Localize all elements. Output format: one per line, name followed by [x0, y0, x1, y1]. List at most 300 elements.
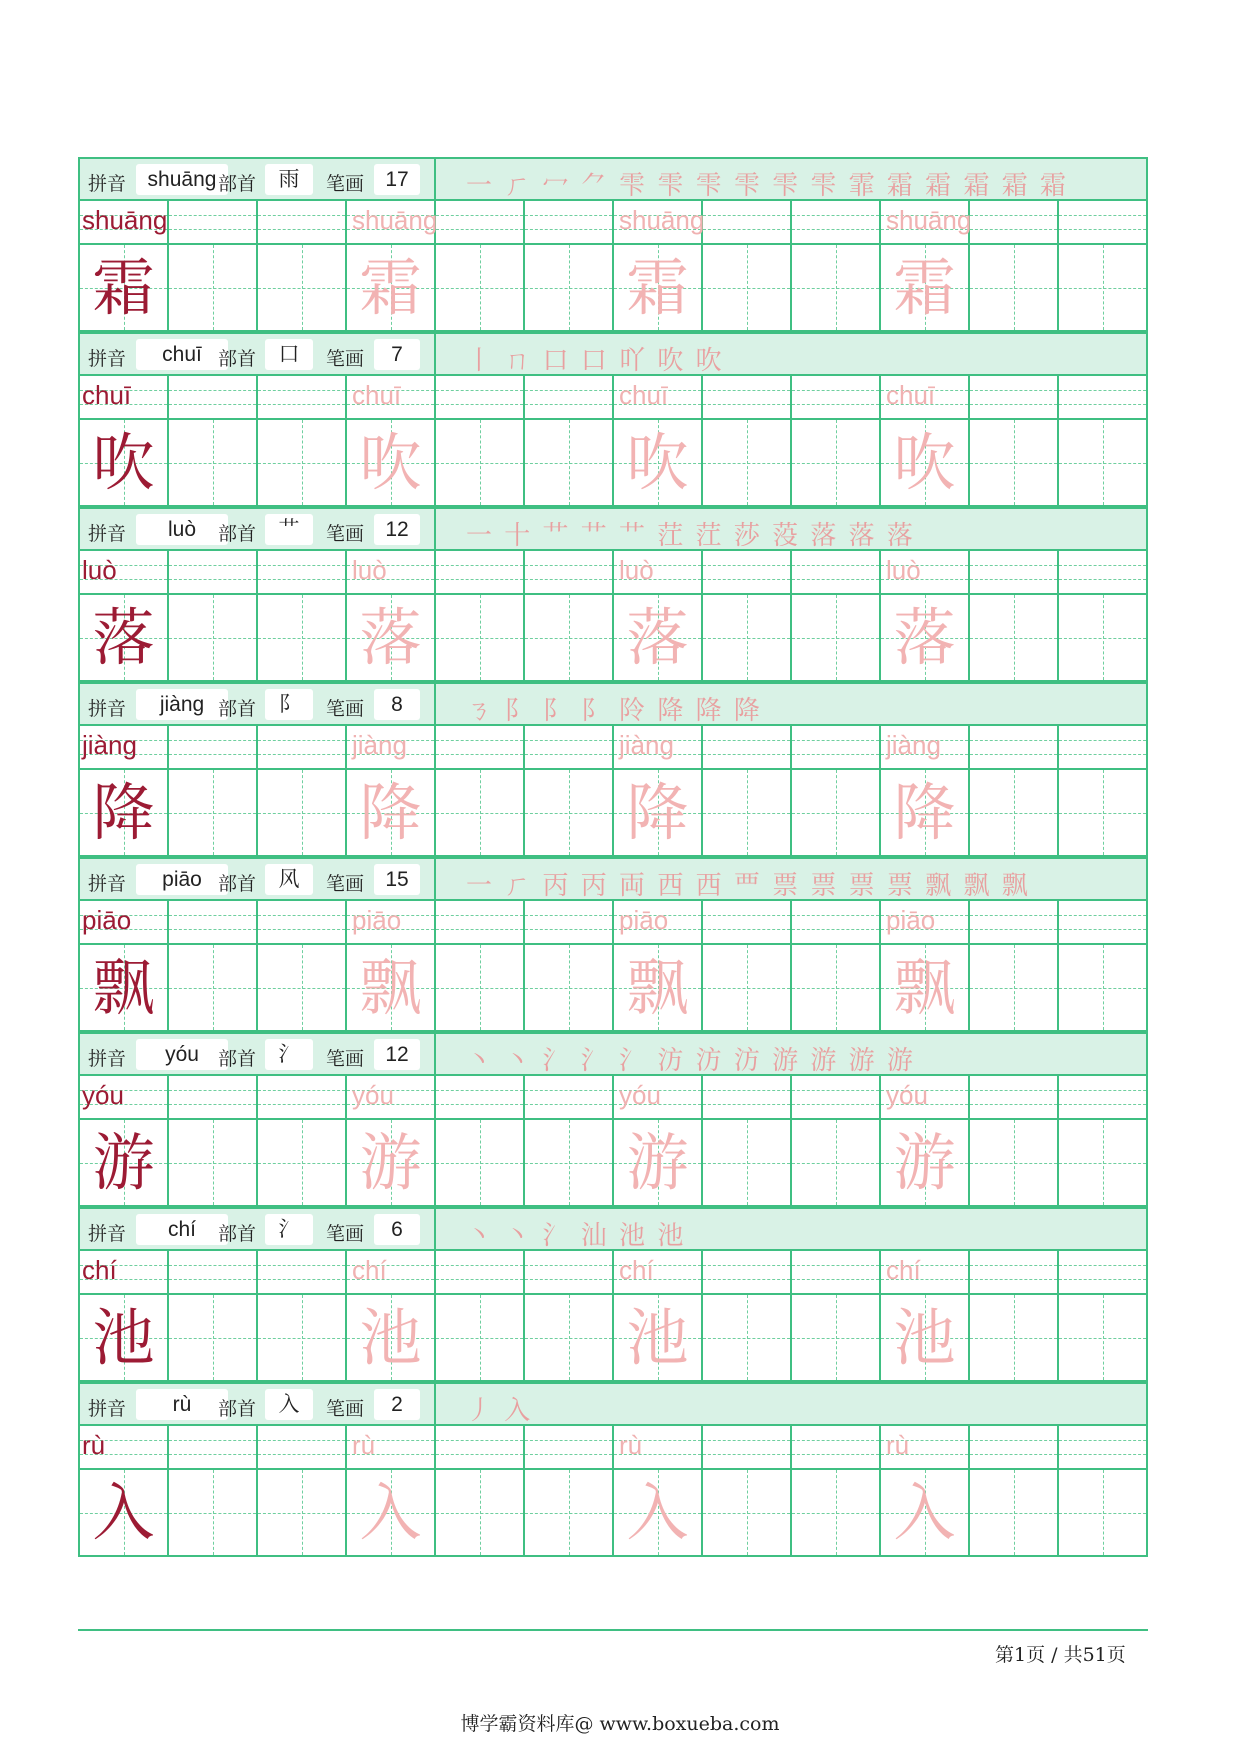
- pinyin-cell[interactable]: [970, 726, 1059, 770]
- radical-value: 艹: [265, 514, 313, 545]
- tianzige-cell[interactable]: [881, 945, 970, 1032]
- pinyin-cell[interactable]: [792, 1251, 881, 1295]
- pinyin-cell[interactable]: [80, 901, 169, 945]
- pinyin-trace: chí: [886, 1255, 921, 1285]
- tianzige-cell[interactable]: [525, 1295, 614, 1382]
- tianzige-cell[interactable]: [347, 1295, 436, 1382]
- tianzige-cell[interactable]: [80, 1470, 169, 1557]
- tianzige-cell[interactable]: [169, 945, 258, 1032]
- pinyin-practice-row: [78, 376, 1148, 420]
- character-trace: 霜: [893, 251, 956, 324]
- info-meta: [80, 684, 436, 724]
- tianzige-cell[interactable]: [80, 245, 169, 332]
- character-trace: 飘: [626, 951, 689, 1024]
- pinyin-trace: jiàng: [886, 730, 941, 760]
- pinyin-cell[interactable]: [80, 376, 169, 420]
- pinyin-practice-row: [78, 551, 1148, 595]
- pinyin-cell[interactable]: [436, 1426, 525, 1470]
- tianzige-cell[interactable]: [792, 770, 881, 857]
- tianzige-cell[interactable]: [614, 245, 703, 332]
- character-model: 霜: [92, 251, 155, 324]
- tianzige-cell[interactable]: [792, 1295, 881, 1382]
- pinyin-cell[interactable]: [258, 1251, 347, 1295]
- info-meta: [80, 1034, 436, 1074]
- radical-value: 雨: [265, 164, 313, 195]
- character-trace: 吹: [626, 426, 689, 499]
- tianzige-cell[interactable]: [970, 595, 1059, 682]
- tianzige-cell[interactable]: [1059, 770, 1148, 857]
- character-model: 池: [92, 1301, 155, 1374]
- stroke-order-area: [436, 859, 1146, 899]
- tianzige-cell[interactable]: [347, 945, 436, 1032]
- pinyin-cell[interactable]: [703, 376, 792, 420]
- character-practice-row: [78, 1120, 1148, 1207]
- tianzige-cell[interactable]: [792, 245, 881, 332]
- tianzige-cell[interactable]: [169, 770, 258, 857]
- character-trace: 降: [626, 776, 689, 849]
- tianzige-cell[interactable]: [614, 945, 703, 1032]
- pinyin-cell[interactable]: [614, 1076, 703, 1120]
- pinyin-model: chí: [82, 1255, 117, 1285]
- pinyin-cell[interactable]: [525, 376, 614, 420]
- radical-label: 部首: [218, 1223, 257, 1245]
- pinyin-model: shuāng: [82, 205, 168, 235]
- tianzige-cell[interactable]: [436, 1295, 525, 1382]
- tianzige-cell[interactable]: [970, 770, 1059, 857]
- tianzige-cell[interactable]: [525, 420, 614, 507]
- character-model: 游: [92, 1126, 155, 1199]
- pinyin-cell[interactable]: [525, 201, 614, 245]
- pinyin-trace: luò: [886, 555, 921, 585]
- tianzige-cell[interactable]: [703, 245, 792, 332]
- pinyin-cell[interactable]: [436, 376, 525, 420]
- pinyin-trace: shuāng: [886, 205, 972, 235]
- tianzige-cell[interactable]: [1059, 1120, 1148, 1207]
- pinyin-cell[interactable]: [169, 551, 258, 595]
- info-row: [78, 1207, 1148, 1251]
- tianzige-cell[interactable]: [792, 595, 881, 682]
- info-meta: [80, 159, 436, 199]
- pinyin-cell[interactable]: [169, 726, 258, 770]
- pinyin-cell[interactable]: [80, 1076, 169, 1120]
- pinyin-cell[interactable]: [258, 901, 347, 945]
- tianzige-cell[interactable]: [1059, 245, 1148, 332]
- pinyin-model: piāo: [82, 905, 132, 935]
- radical-label: 部首: [218, 1398, 257, 1420]
- site-watermark: 博学霸资料库@ www.boxueba.com: [460, 1713, 780, 1735]
- tianzige-cell[interactable]: [881, 245, 970, 332]
- tianzige-cell[interactable]: [80, 1295, 169, 1382]
- pinyin-cell[interactable]: [525, 1076, 614, 1120]
- pinyin-cell[interactable]: [525, 1251, 614, 1295]
- tianzige-cell[interactable]: [614, 1470, 703, 1557]
- tianzige-cell[interactable]: [970, 1295, 1059, 1382]
- character-practice-row: [78, 945, 1148, 1032]
- pinyin-cell[interactable]: [1059, 201, 1148, 245]
- pinyin-trace: piāo: [352, 905, 402, 935]
- tianzige-cell[interactable]: [258, 1470, 347, 1557]
- pinyin-trace: yóu: [352, 1080, 394, 1110]
- pinyin-cell[interactable]: [703, 1076, 792, 1120]
- pinyin-trace: shuāng: [619, 205, 705, 235]
- pinyin-cell[interactable]: [436, 726, 525, 770]
- tianzige-cell[interactable]: [80, 770, 169, 857]
- pinyin-cell[interactable]: [881, 901, 970, 945]
- pinyin-cell[interactable]: [881, 1251, 970, 1295]
- pinyin-trace: shuāng: [352, 205, 438, 235]
- tianzige-cell[interactable]: [169, 420, 258, 507]
- tianzige-cell[interactable]: [703, 1295, 792, 1382]
- tianzige-cell[interactable]: [80, 1120, 169, 1207]
- character-model: 飘: [92, 951, 155, 1024]
- character-entry: [78, 157, 1148, 332]
- pinyin-cell[interactable]: [614, 1251, 703, 1295]
- tianzige-cell[interactable]: [258, 595, 347, 682]
- tianzige-cell[interactable]: [970, 420, 1059, 507]
- pinyin-cell[interactable]: [703, 201, 792, 245]
- pinyin-cell[interactable]: [347, 551, 436, 595]
- tianzige-cell[interactable]: [347, 420, 436, 507]
- radical-value: 氵: [265, 1214, 313, 1245]
- strokes-label: 笔画: [326, 1223, 365, 1245]
- stroke-order-area: [436, 1384, 1146, 1424]
- tianzige-cell[interactable]: [347, 770, 436, 857]
- pinyin-cell[interactable]: [614, 901, 703, 945]
- pinyin-cell[interactable]: [258, 201, 347, 245]
- info-row: [78, 682, 1148, 726]
- pinyin-cell[interactable]: [169, 1426, 258, 1470]
- pinyin-cell[interactable]: [703, 726, 792, 770]
- pinyin-model: jiàng: [82, 730, 137, 760]
- tianzige-cell[interactable]: [792, 420, 881, 507]
- character-trace: 飘: [359, 951, 422, 1024]
- pinyin-label: 拼音: [88, 873, 127, 895]
- tianzige-cell[interactable]: [970, 1470, 1059, 1557]
- tianzige-cell[interactable]: [347, 1470, 436, 1557]
- pinyin-cell[interactable]: [1059, 1251, 1148, 1295]
- stroke-order-area: [436, 334, 1146, 374]
- character-trace: 落: [626, 601, 689, 674]
- pinyin-cell[interactable]: [436, 1251, 525, 1295]
- pinyin-cell[interactable]: [1059, 901, 1148, 945]
- pinyin-label: 拼音: [88, 698, 127, 720]
- pinyin-cell[interactable]: [881, 201, 970, 245]
- pinyin-value: rù: [136, 1389, 228, 1420]
- tianzige-cell[interactable]: [258, 1120, 347, 1207]
- tianzige-cell[interactable]: [881, 1120, 970, 1207]
- pinyin-cell[interactable]: [347, 1251, 436, 1295]
- pinyin-trace: chí: [352, 1255, 387, 1285]
- pinyin-practice-row: [78, 901, 1148, 945]
- tianzige-cell[interactable]: [614, 1295, 703, 1382]
- character-trace: 入: [626, 1476, 689, 1549]
- tianzige-cell[interactable]: [258, 770, 347, 857]
- pinyin-cell[interactable]: [525, 726, 614, 770]
- tianzige-cell[interactable]: [258, 945, 347, 1032]
- pinyin-cell[interactable]: [703, 901, 792, 945]
- pinyin-cell[interactable]: [792, 201, 881, 245]
- tianzige-cell[interactable]: [703, 595, 792, 682]
- tianzige-cell[interactable]: [347, 595, 436, 682]
- tianzige-cell[interactable]: [525, 595, 614, 682]
- character-practice-row: [78, 1295, 1148, 1382]
- pinyin-cell[interactable]: [169, 1251, 258, 1295]
- pinyin-cell[interactable]: [881, 376, 970, 420]
- pinyin-model: chuī: [82, 380, 132, 410]
- pinyin-cell[interactable]: [347, 1076, 436, 1120]
- pinyin-trace: jiàng: [352, 730, 407, 760]
- pinyin-cell[interactable]: [169, 376, 258, 420]
- tianzige-cell[interactable]: [436, 1120, 525, 1207]
- pinyin-value: jiàng: [136, 689, 228, 720]
- tianzige-cell[interactable]: [347, 1120, 436, 1207]
- character-entry: [78, 857, 1148, 1032]
- tianzige-cell[interactable]: [703, 770, 792, 857]
- pinyin-trace: chí: [619, 1255, 654, 1285]
- tianzige-cell[interactable]: [792, 945, 881, 1032]
- pinyin-value: luò: [136, 514, 228, 545]
- stroke-order: ㄋ 阝 阝 阝 阾 降 降 降: [466, 696, 762, 726]
- pinyin-cell[interactable]: [1059, 726, 1148, 770]
- tianzige-cell[interactable]: [436, 245, 525, 332]
- strokes-value: 8: [374, 689, 420, 720]
- pinyin-cell[interactable]: [525, 1426, 614, 1470]
- character-practice-row: [78, 595, 1148, 682]
- strokes-label: 笔画: [326, 873, 365, 895]
- character-entry: [78, 332, 1148, 507]
- tianzige-cell[interactable]: [80, 945, 169, 1032]
- tianzige-cell[interactable]: [258, 420, 347, 507]
- pinyin-value: shuāng: [136, 164, 228, 195]
- radical-value: 阝: [265, 689, 313, 720]
- pinyin-trace: piāo: [886, 905, 936, 935]
- pinyin-cell[interactable]: [792, 901, 881, 945]
- pinyin-cell[interactable]: [614, 551, 703, 595]
- character-model: 落: [92, 601, 155, 674]
- tianzige-cell[interactable]: [970, 945, 1059, 1032]
- character-trace: 吹: [359, 426, 422, 499]
- info-meta: [80, 859, 436, 899]
- tianzige-cell[interactable]: [1059, 945, 1148, 1032]
- tianzige-cell[interactable]: [614, 420, 703, 507]
- pinyin-model: luò: [82, 555, 117, 585]
- tianzige-cell[interactable]: [258, 1295, 347, 1382]
- tianzige-cell[interactable]: [169, 245, 258, 332]
- stroke-order-area: [436, 1209, 1146, 1249]
- tianzige-cell[interactable]: [1059, 1295, 1148, 1382]
- tianzige-cell[interactable]: [703, 420, 792, 507]
- tianzige-cell[interactable]: [525, 1120, 614, 1207]
- pinyin-cell[interactable]: [347, 726, 436, 770]
- tianzige-cell[interactable]: [436, 1470, 525, 1557]
- character-trace: 池: [626, 1301, 689, 1374]
- pinyin-cell[interactable]: [703, 551, 792, 595]
- tianzige-cell[interactable]: [881, 770, 970, 857]
- character-trace: 游: [359, 1126, 422, 1199]
- pinyin-cell[interactable]: [614, 726, 703, 770]
- pinyin-cell[interactable]: [80, 551, 169, 595]
- pinyin-cell[interactable]: [258, 1076, 347, 1120]
- tianzige-cell[interactable]: [792, 1470, 881, 1557]
- info-row: [78, 1032, 1148, 1076]
- pinyin-cell[interactable]: [258, 1426, 347, 1470]
- radical-value: 风: [265, 864, 313, 895]
- pinyin-cell[interactable]: [436, 551, 525, 595]
- pinyin-cell[interactable]: [881, 1076, 970, 1120]
- tianzige-cell[interactable]: [1059, 595, 1148, 682]
- tianzige-cell[interactable]: [525, 770, 614, 857]
- tianzige-cell[interactable]: [703, 945, 792, 1032]
- tianzige-cell[interactable]: [881, 595, 970, 682]
- pinyin-cell[interactable]: [614, 201, 703, 245]
- tianzige-cell[interactable]: [881, 1295, 970, 1382]
- pinyin-cell[interactable]: [258, 551, 347, 595]
- tianzige-cell[interactable]: [80, 595, 169, 682]
- pinyin-value: chí: [136, 1214, 228, 1245]
- page-number: 第1页 / 共51页: [995, 1644, 1126, 1666]
- tianzige-cell[interactable]: [525, 945, 614, 1032]
- stroke-order-area: [436, 159, 1146, 199]
- tianzige-cell[interactable]: [1059, 420, 1148, 507]
- character-entry: [78, 682, 1148, 857]
- pinyin-cell[interactable]: [80, 1426, 169, 1470]
- pinyin-cell[interactable]: [792, 1076, 881, 1120]
- pinyin-cell[interactable]: [1059, 1426, 1148, 1470]
- character-entry: [78, 1032, 1148, 1207]
- tianzige-cell[interactable]: [970, 1120, 1059, 1207]
- tianzige-cell[interactable]: [347, 245, 436, 332]
- pinyin-cell[interactable]: [436, 1076, 525, 1120]
- strokes-label: 笔画: [326, 173, 365, 195]
- pinyin-cell[interactable]: [80, 201, 169, 245]
- pinyin-label: 拼音: [88, 1223, 127, 1245]
- pinyin-cell[interactable]: [436, 901, 525, 945]
- stroke-order: 丨 ㄇ 口 口 吖 吹 吹: [466, 346, 724, 376]
- tianzige-cell[interactable]: [703, 1470, 792, 1557]
- pinyin-practice-row: [78, 1251, 1148, 1295]
- pinyin-cell[interactable]: [792, 1426, 881, 1470]
- pinyin-cell[interactable]: [970, 1076, 1059, 1120]
- info-meta: [80, 334, 436, 374]
- pinyin-cell[interactable]: [970, 376, 1059, 420]
- tianzige-cell[interactable]: [614, 595, 703, 682]
- tianzige-cell[interactable]: [169, 1470, 258, 1557]
- radical-value: 氵: [265, 1039, 313, 1070]
- tianzige-cell[interactable]: [436, 420, 525, 507]
- pinyin-cell[interactable]: [347, 201, 436, 245]
- character-model: 吹: [92, 426, 155, 499]
- strokes-value: 2: [374, 1389, 420, 1420]
- tianzige-cell[interactable]: [614, 1120, 703, 1207]
- tianzige-cell[interactable]: [258, 245, 347, 332]
- pinyin-cell[interactable]: [347, 376, 436, 420]
- pinyin-cell[interactable]: [258, 726, 347, 770]
- stroke-order: 丶 丶 氵 氵 氵 汸 汸 汸 游 游 游 游: [466, 1046, 915, 1076]
- pinyin-practice-row: [78, 726, 1148, 770]
- pinyin-cell[interactable]: [970, 901, 1059, 945]
- character-trace: 池: [359, 1301, 422, 1374]
- tianzige-cell[interactable]: [703, 1120, 792, 1207]
- pinyin-trace: luò: [619, 555, 654, 585]
- pinyin-cell[interactable]: [614, 1426, 703, 1470]
- pinyin-cell[interactable]: [525, 901, 614, 945]
- pinyin-trace: yóu: [619, 1080, 661, 1110]
- pinyin-cell[interactable]: [970, 201, 1059, 245]
- practice-sheet: [78, 157, 1148, 1557]
- pinyin-value: piāo: [136, 864, 228, 895]
- tianzige-cell[interactable]: [970, 245, 1059, 332]
- tianzige-cell[interactable]: [436, 770, 525, 857]
- pinyin-cell[interactable]: [970, 551, 1059, 595]
- tianzige-cell[interactable]: [169, 595, 258, 682]
- pinyin-cell[interactable]: [80, 726, 169, 770]
- pinyin-cell[interactable]: [792, 726, 881, 770]
- pinyin-trace: jiàng: [619, 730, 674, 760]
- pinyin-cell[interactable]: [169, 1076, 258, 1120]
- pinyin-cell[interactable]: [169, 201, 258, 245]
- strokes-label: 笔画: [326, 348, 365, 370]
- radical-label: 部首: [218, 173, 257, 195]
- pinyin-cell[interactable]: [881, 1426, 970, 1470]
- tianzige-cell[interactable]: [169, 1295, 258, 1382]
- tianzige-cell[interactable]: [436, 945, 525, 1032]
- pinyin-cell[interactable]: [258, 376, 347, 420]
- info-row: [78, 507, 1148, 551]
- pinyin-cell[interactable]: [1059, 376, 1148, 420]
- pinyin-cell[interactable]: [881, 726, 970, 770]
- tianzige-cell[interactable]: [525, 1470, 614, 1557]
- pinyin-cell[interactable]: [703, 1251, 792, 1295]
- pinyin-cell[interactable]: [970, 1426, 1059, 1470]
- pinyin-cell[interactable]: [347, 901, 436, 945]
- pinyin-cell[interactable]: [169, 901, 258, 945]
- info-row: [78, 857, 1148, 901]
- pinyin-cell[interactable]: [703, 1426, 792, 1470]
- character-trace: 降: [359, 776, 422, 849]
- tianzige-cell[interactable]: [436, 595, 525, 682]
- pinyin-cell[interactable]: [525, 551, 614, 595]
- character-trace: 池: [893, 1301, 956, 1374]
- strokes-label: 笔画: [326, 698, 365, 720]
- pinyin-cell[interactable]: [792, 376, 881, 420]
- pinyin-label: 拼音: [88, 1048, 127, 1070]
- pinyin-cell[interactable]: [1059, 1076, 1148, 1120]
- info-meta: [80, 1384, 436, 1424]
- tianzige-cell[interactable]: [80, 420, 169, 507]
- pinyin-cell[interactable]: [1059, 551, 1148, 595]
- radical-value: 口: [265, 339, 313, 370]
- pinyin-cell[interactable]: [80, 1251, 169, 1295]
- tianzige-cell[interactable]: [881, 420, 970, 507]
- character-practice-row: [78, 770, 1148, 857]
- pinyin-cell[interactable]: [881, 551, 970, 595]
- strokes-value: 15: [374, 864, 420, 895]
- pinyin-cell[interactable]: [436, 201, 525, 245]
- character-trace: 降: [893, 776, 956, 849]
- tianzige-cell[interactable]: [1059, 1470, 1148, 1557]
- pinyin-cell[interactable]: [792, 551, 881, 595]
- tianzige-cell[interactable]: [881, 1470, 970, 1557]
- tianzige-cell[interactable]: [614, 770, 703, 857]
- pinyin-cell[interactable]: [970, 1251, 1059, 1295]
- tianzige-cell[interactable]: [525, 245, 614, 332]
- tianzige-cell[interactable]: [792, 1120, 881, 1207]
- info-meta: [80, 509, 436, 549]
- pinyin-trace: piāo: [619, 905, 669, 935]
- tianzige-cell[interactable]: [169, 1120, 258, 1207]
- pinyin-cell[interactable]: [347, 1426, 436, 1470]
- pinyin-cell[interactable]: [614, 376, 703, 420]
